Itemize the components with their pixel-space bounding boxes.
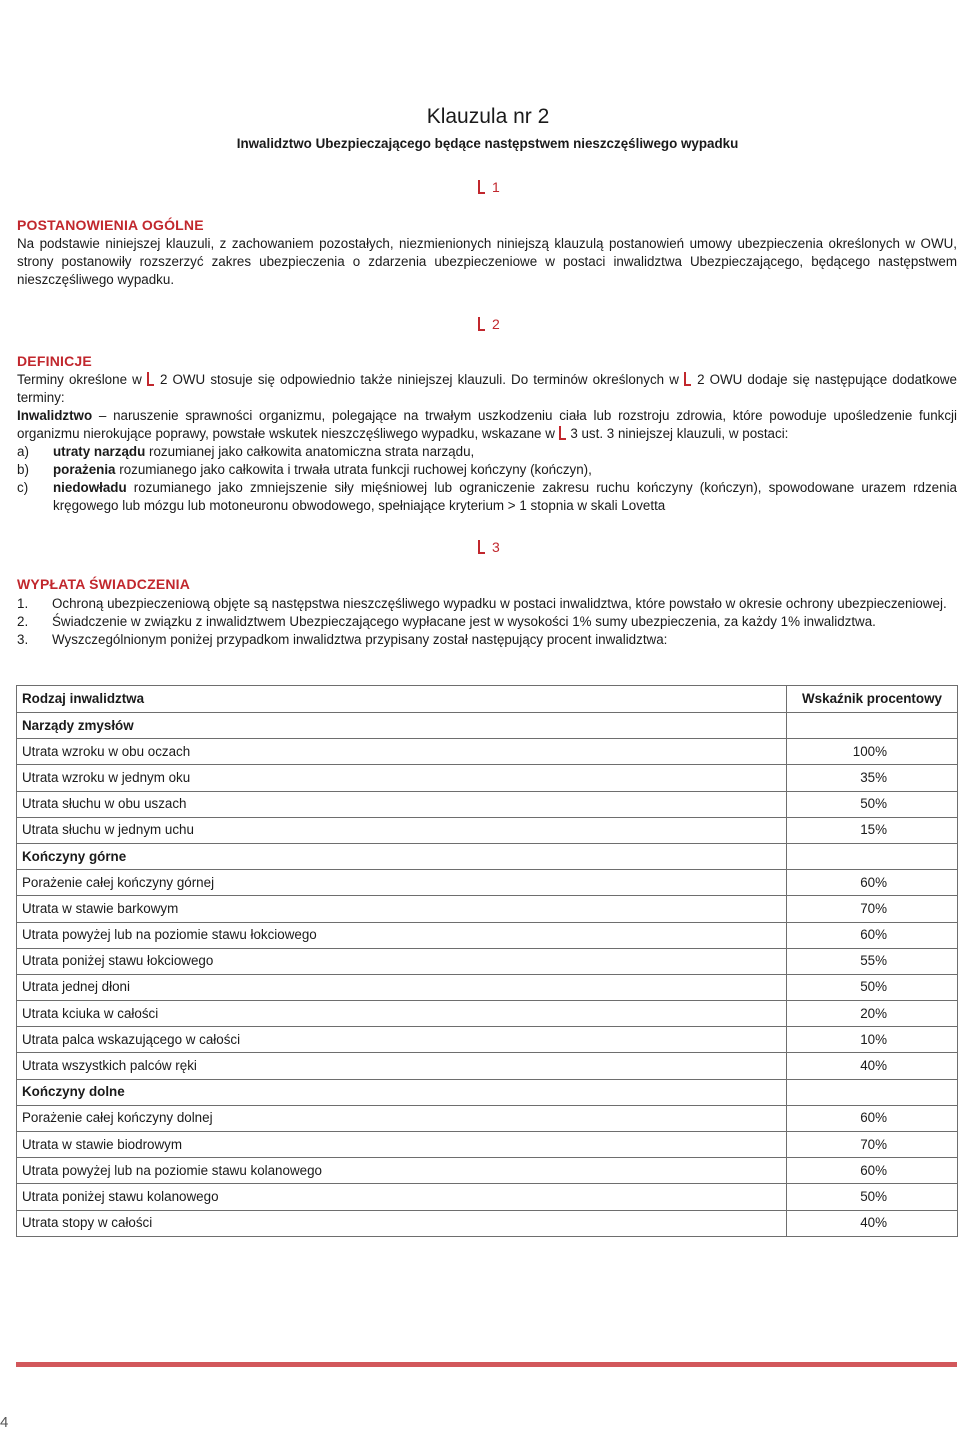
invalidity-percent [787,713,958,739]
definition-invalidity [17,407,957,443]
footer-bar [16,1362,957,1367]
item-text: Ochroną ubezpieczeniową objęte są następstwa nieszczęśliwego wypadku w postaci inwalidztwa, które powstało w okresie ochrony ubezpieczeniowej. [52,596,947,611]
invalidity-type: Utrata wszystkich palców ręki [17,1053,787,1079]
payout-item [17,595,957,613]
invalidity-type: Porażenie całej kończyny dolnej [17,1105,787,1131]
definition-text: – naruszenie sprawności organizmu, polegające na trwałym uszkodzeniu ciała lub rozstroju zdrowia, które powoduje upośledzenie funkcji organizmu nierokujące poprawy, powstałe wskutek nieszczęśliwego wypadku, wskazane w [17,408,957,441]
table-row [17,1210,958,1236]
invalidity-type: Utrata stopy w całości [17,1210,787,1236]
invalidity-type: Utrata w stawie biodrowym [17,1132,787,1158]
intro-text: 2 OWU dodaje się następujące dodatkowe terminy: [17,372,958,405]
paragraph-number: 1 [492,179,500,195]
section-sign-icon [147,372,155,386]
table-row [17,765,958,791]
section-sign-icon [478,540,486,554]
invalidity-type: Utrata wzroku w obu oczach [17,739,787,765]
invalidity-type: Utrata słuchu w jednym uchu [17,817,787,843]
item-body [53,461,957,479]
payout-item [17,613,957,631]
table-body [17,686,958,1237]
invalidity-type: Utrata wzroku w jednym oku [17,765,787,791]
invalidity-percent: 70% [787,1132,958,1158]
table-row [17,1132,958,1158]
definition-item [17,479,957,515]
invalidity-percent [787,1079,958,1105]
paragraph-mark-3 [478,538,500,556]
item-label: c) [17,480,29,495]
table-row [17,896,958,922]
paragraph-number: 2 [492,316,500,332]
invalidity-percent [787,843,958,869]
invalidity-percent: 60% [787,922,958,948]
definition-text: 3 ust. 3 niniejszej klauzuli, w postaci: [566,426,789,441]
item-term: niedowładu [53,480,127,495]
table-row [17,948,958,974]
section-text-definitions [17,371,957,515]
document-subtitle: Inwalidztwo Ubezpieczającego będące następstwem nieszczęśliwego wypadku [236,136,739,151]
paragraph-number: 3 [492,539,500,555]
table-row [17,1158,958,1184]
table-row [17,817,958,843]
table-row [17,1105,958,1131]
invalidity-percent: 40% [787,1053,958,1079]
table-row [17,974,958,1000]
invalidity-type: Utrata poniżej stawu łokciowego [17,948,787,974]
invalidity-type: Utrata jednej dłoni [17,974,787,1000]
category-label: Narządy zmysłów [17,713,787,739]
invalidity-type: Utrata słuchu w obu uszach [17,791,787,817]
table-header-row [17,686,958,713]
intro-text: 2 OWU stosuje się odpowiednio także niniejszej klauzuli. Do terminów określonych w [154,372,684,387]
table-row [17,922,958,948]
category-label: Kończyny dolne [17,1079,787,1105]
section-heading-definitions: DEFINICJE [17,353,92,369]
table-row [17,739,958,765]
definitions-intro [17,371,957,407]
payout-item [17,631,957,649]
table-row [17,1027,958,1053]
table-category-row [17,1079,958,1105]
item-label: 1. [17,596,29,611]
invalidity-type: Porażenie całej kończyny górnej [17,870,787,896]
invalidity-type: Utrata poniżej stawu kolanowego [17,1184,787,1210]
item-text: Wyszczególnionym poniżej przypadkom inwalidztwa przypisany został następujący procent inwalidztwa: [52,632,668,647]
table-category-row [17,713,958,739]
invalidity-percent: 10% [787,1027,958,1053]
invalidity-table [16,685,958,1237]
invalidity-type: Utrata kciuka w całości [17,1001,787,1027]
column-header-percent: Wskaźnik procentowy [787,686,958,713]
item-text: rozumianej jako całkowita anatomiczna strata narządu, [145,444,475,459]
invalidity-percent: 60% [787,870,958,896]
item-term: utraty narządu [53,444,146,459]
invalidity-type: Utrata powyżej lub na poziomie stawu łokciowego [17,922,787,948]
item-label: 2. [17,614,29,629]
invalidity-percent: 15% [787,817,958,843]
general-provisions-text: Na podstawie niniejszej klauzuli, z zachowaniem pozostałych, niezmienionych niniejszą klauzulą postanowień umowy ubezpieczenia określonych w OWU, strony postanowiły rozszerzyć zakres ubezpieczenia o zdarzenia ubezpieczeniowe w postaci inwalidztwa Ubezpieczającego, będącego następstwem nieszczęśliwego wypadku. [17,236,957,287]
item-label: b) [17,462,29,477]
category-label: Kończyny górne [17,843,787,869]
invalidity-percent: 100% [787,739,958,765]
table-category-row [17,843,958,869]
table-row [17,1001,958,1027]
item-term: porażenia [53,462,116,477]
item-text: rozumianego jako zmniejszenie siły mięśniowej lub ograniczenie zakresu ruchu kończyny (kończyn), spowodowane urazem rdzenia kręgowego lub mózgu lub motoneuronu obwodowego, spełniające kryterium > 1 stopnia w skali Lovetta [53,480,957,513]
item-label: a) [17,444,29,459]
invalidity-percent: 50% [787,1184,958,1210]
paragraph-mark-1 [478,178,500,196]
section-sign-icon [559,426,567,440]
document-title [0,104,960,130]
table-row [17,870,958,896]
column-header-type: Rodzaj inwalidztwa [17,686,787,713]
invalidity-percent: 70% [787,896,958,922]
invalidity-type: Utrata palca wskazującego w całości [17,1027,787,1053]
section-text-payout [17,595,957,649]
section-sign-inline [147,372,155,387]
section-text-general [17,235,957,289]
item-body [53,443,957,461]
invalidity-percent: 60% [787,1105,958,1131]
item-body [53,479,957,515]
invalidity-percent: 20% [787,1001,958,1027]
section-sign-icon [478,317,486,331]
section-sign-inline [559,426,567,441]
section-heading-payout: WYPŁATA ŚWIADCZENIA [17,576,191,592]
page-number: 4 [0,1414,9,1431]
paragraph-mark-2 [478,315,500,333]
item-label: 3. [17,632,29,647]
invalidity-percent: 35% [787,765,958,791]
invalidity-percent: 40% [787,1210,958,1236]
invalidity-percent: 50% [787,974,958,1000]
title-text: Klauzula nr 2 [426,105,550,128]
definition-item [17,443,957,461]
definition-term: Inwalidztwo [17,408,93,423]
section-sign-icon [684,372,692,386]
table-row [17,791,958,817]
item-text: rozumianego jako całkowita i trwała utrata funkcji ruchowej kończyny (kończyn), [115,462,592,477]
section-sign-icon [478,180,486,194]
invalidity-type: Utrata powyżej lub na poziomie stawu kolanowego [17,1158,787,1184]
definition-item [17,461,957,479]
item-text: Świadczenie w związku z inwalidztwem Ubezpieczającego wypłacane jest w wysokości 1% sumy ubezpieczenia, za każdy 1% inwalidztwa. [52,614,876,629]
invalidity-percent: 50% [787,791,958,817]
section-sign-inline [684,372,692,387]
table-row [17,1184,958,1210]
invalidity-percent: 60% [787,1158,958,1184]
intro-text: Terminy określone w [17,372,147,387]
invalidity-type: Utrata w stawie barkowym [17,896,787,922]
section-heading-general: POSTANOWIENIA OGÓLNE [17,217,204,233]
table-row [17,1053,958,1079]
invalidity-percent: 55% [787,948,958,974]
